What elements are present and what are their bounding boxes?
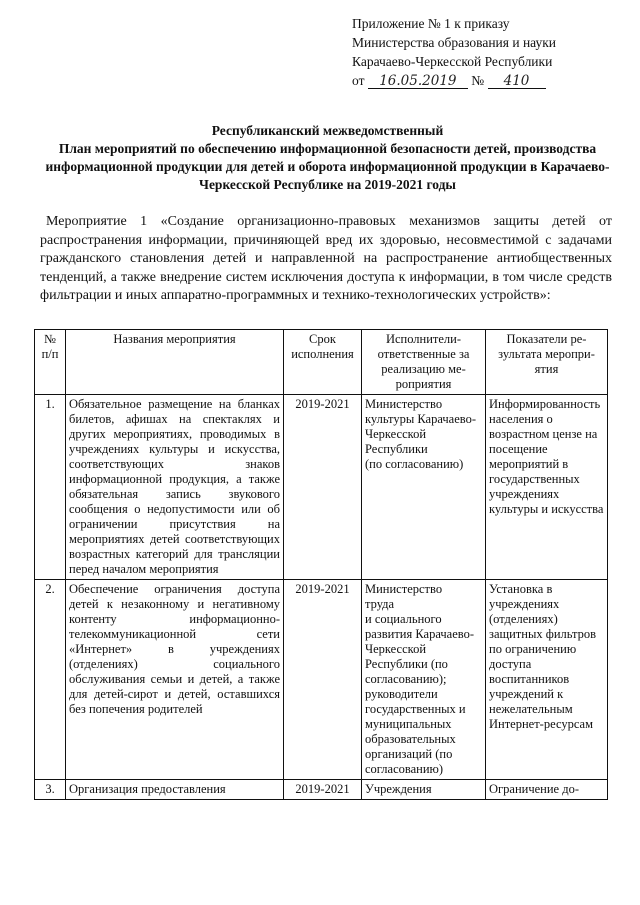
header-results: Показатели ре- зультата меропри- ятия bbox=[486, 330, 608, 395]
annex-line-2: Министерства образования и науки bbox=[352, 35, 557, 50]
plan-title-line-1: Республиканский межведомственный bbox=[211, 123, 444, 138]
annex-number-prefix: № bbox=[471, 73, 485, 88]
measures-table bbox=[34, 329, 608, 800]
row-term: 2019-2021 bbox=[284, 580, 362, 780]
annex-line-1: Приложение № 1 к приказу bbox=[352, 16, 510, 31]
row-executors: Министерство культуры Карачаево-Черкесской Республики (по согласованию) bbox=[362, 395, 486, 580]
header-term: Срок исполнения bbox=[284, 330, 362, 395]
plan-title bbox=[40, 122, 615, 194]
table-row bbox=[35, 580, 608, 780]
row-executors: Учреждения bbox=[362, 780, 486, 800]
annex-handwritten-number: 410 bbox=[488, 74, 546, 89]
measure-intro-paragraph: Мероприятие 1 «Создание организационно-правовых механизмов защиты детей от распространения информации, причиняющей вред их здоровью, несовместимой с задачами гражданского становления детей и направленной на распространение антиобщественных тенденций, а также внедрение систем исключения доступа к информации, в том числе средств фильтрации и иных аппаратно-программных и технико-технологических устройств»: bbox=[40, 214, 612, 303]
row-results: Ограничение до- bbox=[486, 780, 608, 800]
table-header-row bbox=[35, 330, 608, 395]
row-measure-name: Обязательное размещение на бланках билетов, афишах на спектаклях и других мероприятиях, проводимых в учреждениях культуры и искусства, соответствующих знаков информационной продукция, а также обязательная запись звукового сообщения о недопустимости или об ограничении присутствия на мероприятиях детей соответствующих возрастных категорий для трансляции перед началом мероприятия bbox=[66, 395, 284, 580]
header-number: № п/п bbox=[35, 330, 66, 395]
row-measure-name: Обеспечение ограничения доступа детей к незаконному и негативному контенту информационно-телекоммуникационной сети «Интернет» в учреждениях (отделениях) социального обслуживания семьи и детей, а также для детей-сирот и детей, оставшихся без попечения родителей bbox=[66, 580, 284, 780]
table-row bbox=[35, 395, 608, 580]
row-measure-name: Организация предоставления bbox=[66, 780, 284, 800]
table-row bbox=[35, 780, 608, 800]
annex-handwritten-date: 16.05.2019 bbox=[368, 74, 468, 89]
row-term: 2019-2021 bbox=[284, 780, 362, 800]
order-annex-note bbox=[352, 14, 622, 90]
header-executors: Исполнители- ответственные за реализацию ме- роприятия bbox=[362, 330, 486, 395]
row-number: 1. bbox=[35, 395, 66, 580]
row-term: 2019-2021 bbox=[284, 395, 362, 580]
row-number: 2. bbox=[35, 580, 66, 780]
row-number: 3. bbox=[35, 780, 66, 800]
annex-line-3: Карачаево-Черкесской Республики bbox=[352, 54, 553, 69]
row-results: Установка в учреждениях (отделениях) защитных фильтров по ограничению доступа воспитанников учреждений к нежелательным Интернет-ресурсам bbox=[486, 580, 608, 780]
row-results: Информированность населения о возрастном цензе на посещение мероприятий в государственных учреждениях культуры и искусства bbox=[486, 395, 608, 580]
row-executors: Министерство труда и социального развития Карачаево-Черкесской Республики (по согласованию); руководители государственных и муниципальных образовательных организаций (по согласованию) bbox=[362, 580, 486, 780]
annex-date-prefix: от bbox=[352, 73, 365, 88]
plan-title-rest: План мероприятий по обеспечению информационной безопасности детей, производства информационной продукции для детей и оборота информационной продукции в Карачаево-Черкесской Республике на 2019-2021 годы bbox=[45, 141, 610, 192]
annex-date-line bbox=[352, 71, 622, 90]
header-measure-name: Названия мероприятия bbox=[66, 330, 284, 395]
